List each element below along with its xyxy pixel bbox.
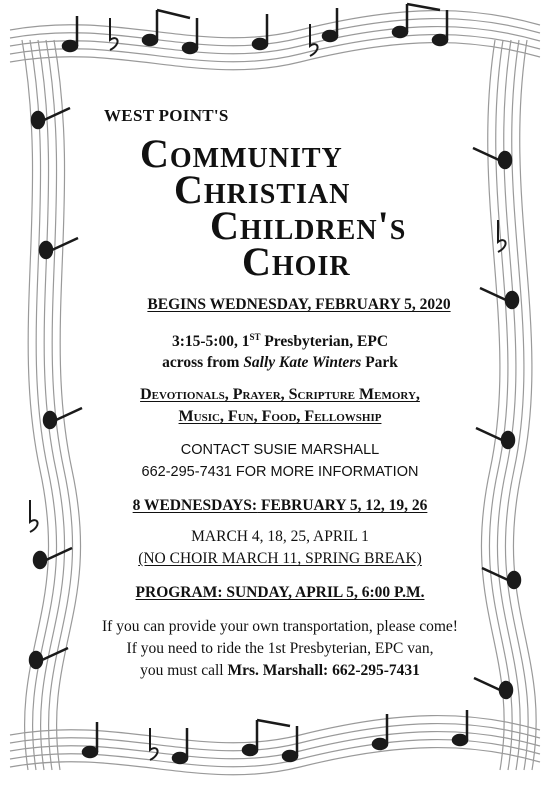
wednesdays-dates: FEBRUARY 5, 12, 19, 26 [257, 497, 428, 514]
title-line-3: Children's [210, 203, 407, 248]
no-choir-note: (NO CHOIR MARCH 11, SPRING BREAK) [138, 550, 422, 567]
title-line-4: Choir [242, 239, 351, 284]
wednesdays-label: 8 WEDNESDAYS: [132, 497, 258, 514]
transport-line-1: If you can provide your own transportation, please come! [102, 618, 458, 635]
activities-line-2: Music, Fun, Food, Fellowship [178, 408, 382, 425]
contact-line-1: CONTACT SUSIE MARSHALL [180, 442, 380, 458]
time-prefix: 3:15-5:00, 1 [171, 333, 250, 351]
time-sup: ST [249, 332, 261, 342]
transport-line-2: If you need to ride the 1st Presbyterian, EPC van, [126, 640, 434, 657]
time-location [70, 332, 490, 351]
across-italic: Sally Kate Winters [243, 354, 362, 371]
transport-prefix: you must call [140, 662, 228, 679]
time-suffix: Presbyterian, EPC [260, 333, 389, 351]
march-dates: MARCH 4, 18, 25, APRIL 1 [191, 528, 369, 545]
contact-line-2: 662-295-7431 FOR MORE INFORMATION [141, 464, 419, 480]
across-prefix: across from [162, 354, 244, 371]
title-line-1: Community [140, 131, 343, 176]
program-line: PROGRAM: SUNDAY, APRIL 5, 6:00 P.M. [135, 584, 425, 601]
intro-text: WEST POINT'S [104, 106, 229, 125]
begins-date: BEGINS WEDNESDAY, FEBRUARY 5, 2020 [147, 296, 451, 313]
wednesdays-line [70, 497, 490, 515]
transport-bold: Mrs. Marshall: 662-295-7431 [227, 662, 420, 679]
across-suffix: Park [361, 354, 398, 371]
across-from [70, 354, 490, 372]
activities-line-1: Devotionals, Prayer, Scripture Memory, [140, 386, 420, 403]
title-line-2: Christian [174, 167, 351, 212]
transport-line-3 [70, 662, 490, 680]
